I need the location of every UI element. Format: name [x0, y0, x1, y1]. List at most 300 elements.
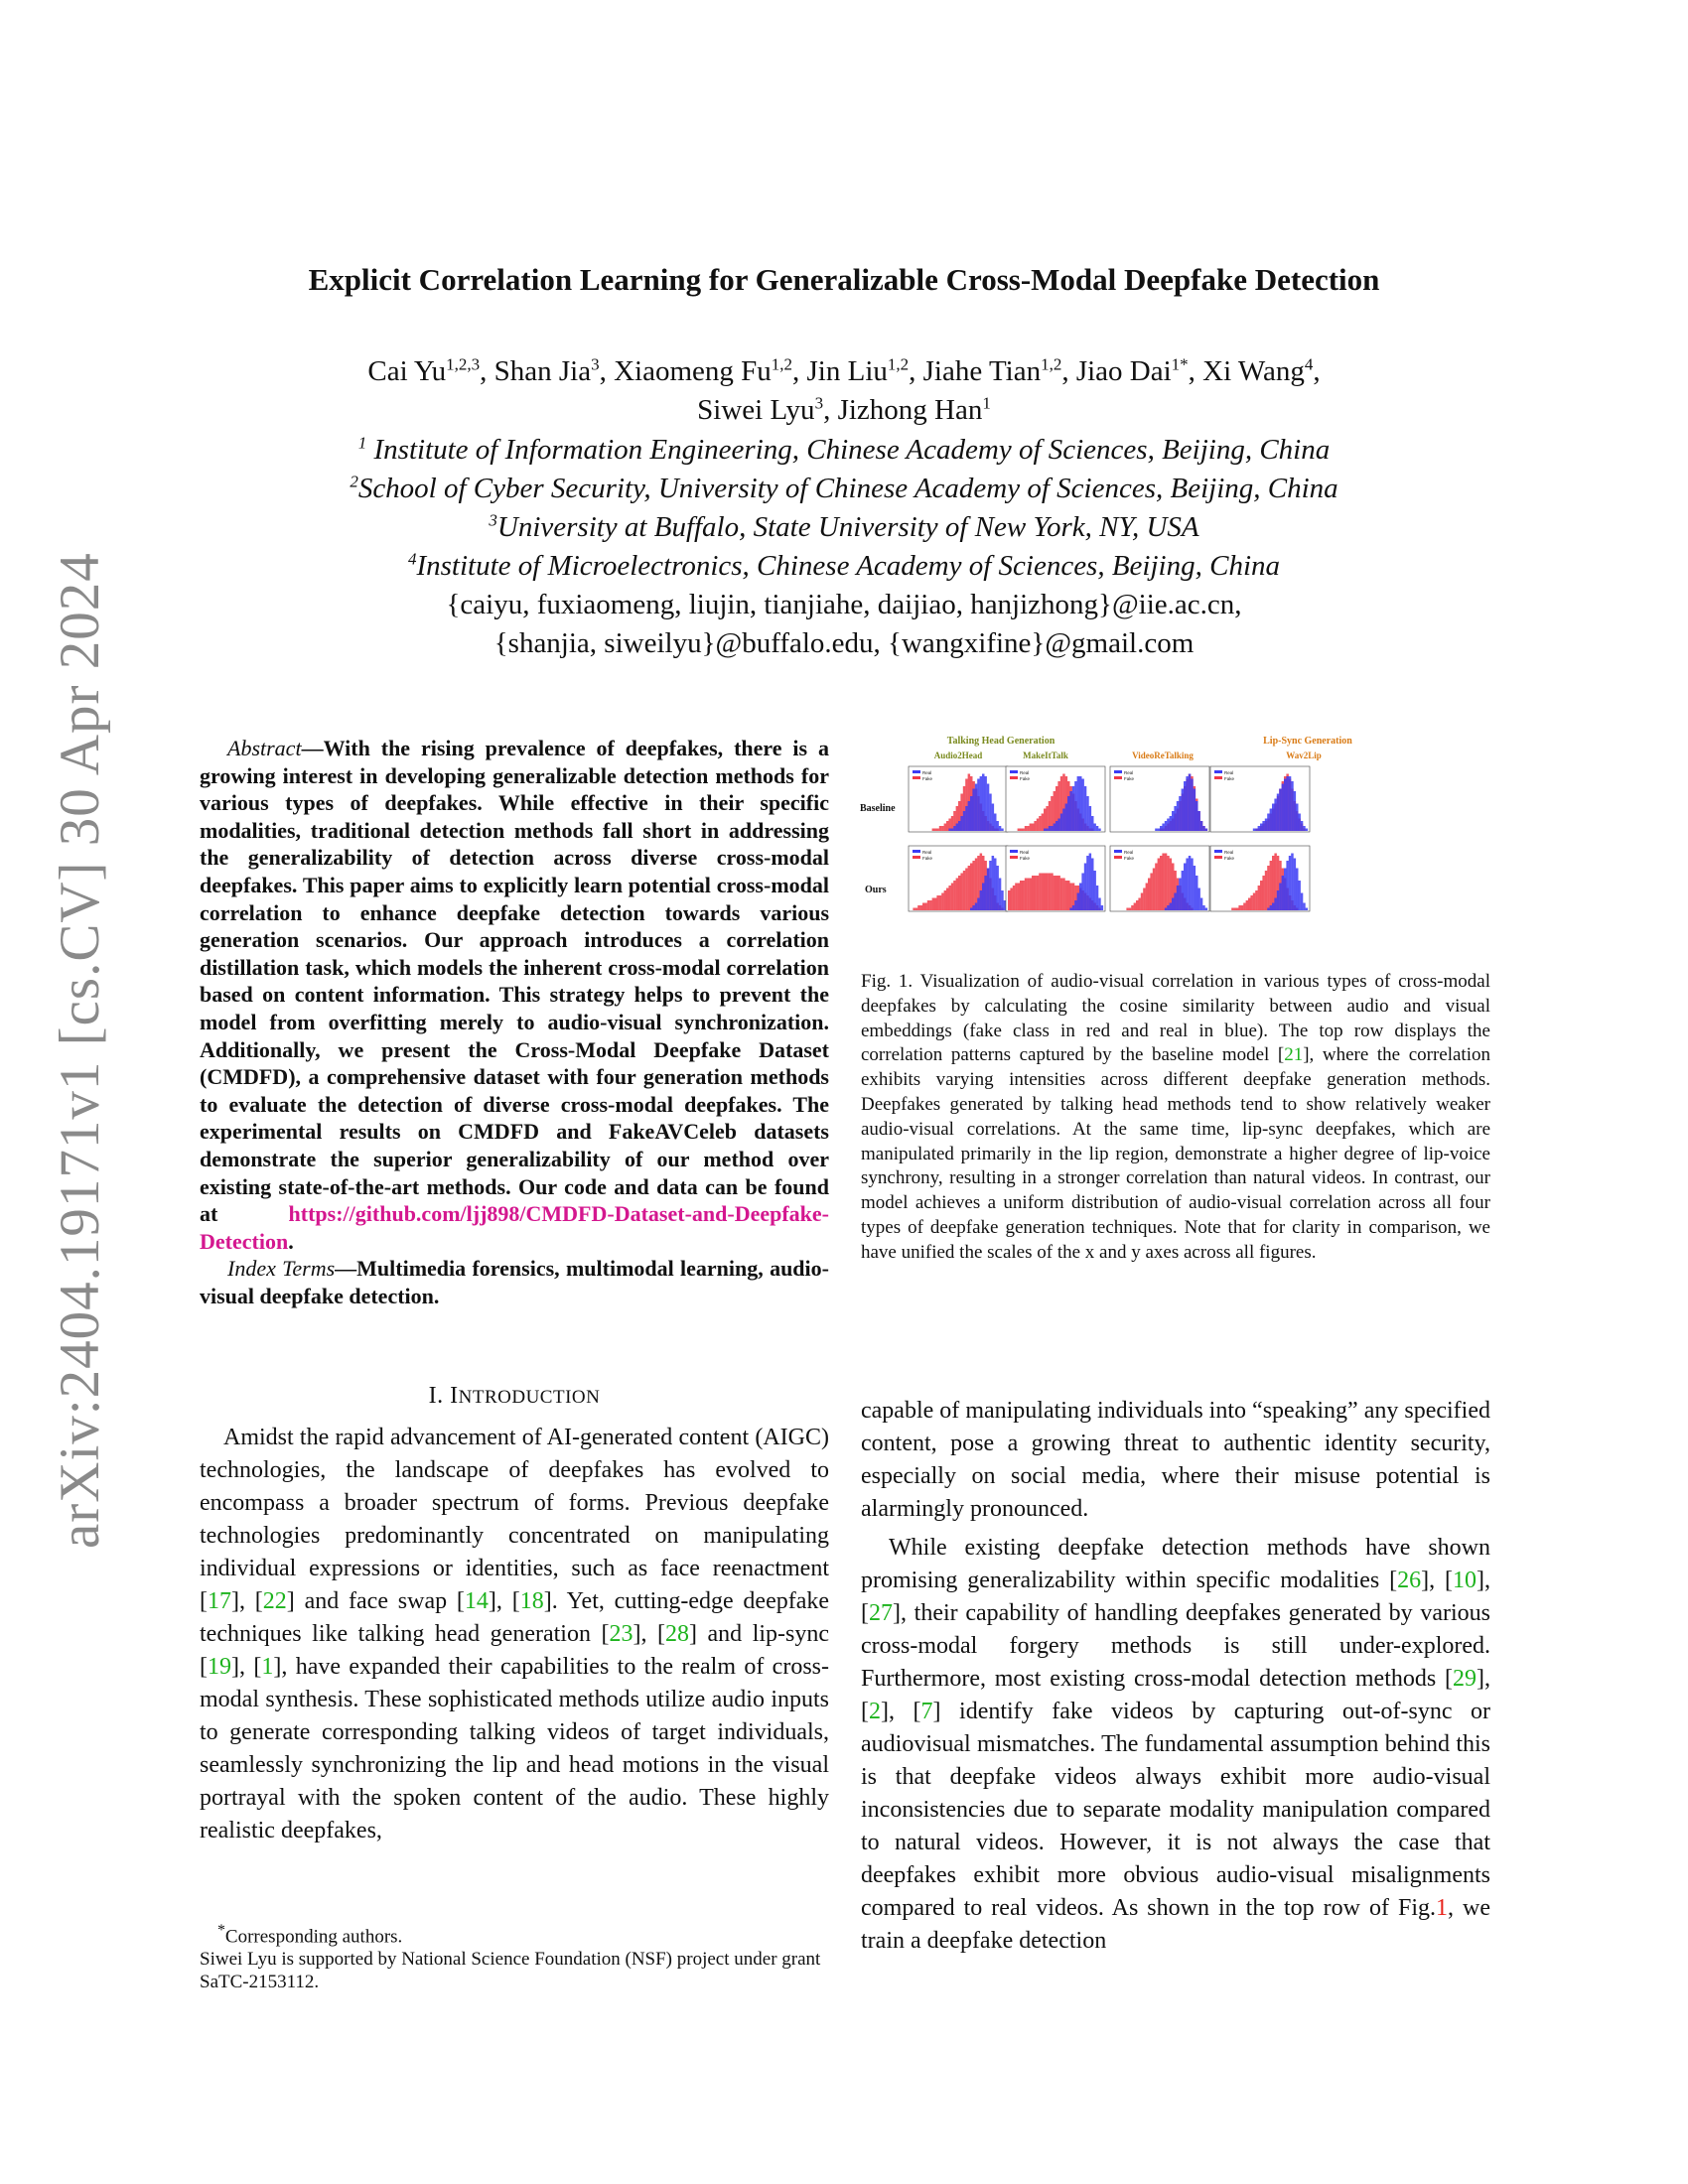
real-bar — [1286, 776, 1289, 831]
fake-bar — [1037, 819, 1040, 832]
fake-bar — [1236, 908, 1239, 911]
affiliation-3: $^3$University at Buffalo, State University of New York, NY, USA — [489, 510, 1199, 543]
real-bar — [1093, 824, 1096, 832]
citation[interactable]: 2 — [869, 1699, 881, 1724]
real-bar — [1072, 786, 1075, 831]
real-bar — [1167, 819, 1170, 832]
real-bar — [1184, 864, 1187, 911]
fake-bar — [1129, 908, 1132, 911]
author-line-1: Cai Yu$^{1,2,3}$, Shan Jia$^3$, Xiaomeng Fu$^{1,2}$, Jin Liu$^{1,2}$, Jiahe Tian$^{1,2}$, Jiao Dai$^{1*}$, Xi Wang$^4$, — [367, 354, 1321, 387]
real-bar — [1054, 824, 1056, 832]
real-bar — [1174, 893, 1177, 911]
real-bar — [1270, 905, 1273, 910]
fake-bar — [1136, 900, 1139, 910]
figure-1 — [859, 731, 1494, 949]
citation[interactable]: 7 — [920, 1699, 933, 1724]
intro-paragraph-1-cont: capable of manipulating individuals into “speaking” any specified content, pose a growing threat to authentic identity security, especially on social media, where their misuse potential is alarmingly pronounced. — [861, 1398, 1490, 1522]
fake-bar — [1020, 881, 1023, 910]
real-bar — [982, 774, 985, 832]
real-bar — [1267, 814, 1270, 832]
legend-label: Real — [1020, 850, 1030, 855]
fake-bar — [920, 905, 923, 910]
fake-bar — [1143, 888, 1146, 911]
real-bar — [1270, 809, 1273, 832]
fake-bar — [1148, 879, 1151, 911]
real-bar — [953, 826, 956, 831]
fake-bar — [972, 861, 975, 910]
citation[interactable]: 22 — [262, 1588, 287, 1614]
fake-bar — [1248, 898, 1251, 911]
real-bar — [1067, 796, 1070, 831]
author-name: Shan Jia — [493, 355, 592, 387]
fake-bar — [934, 829, 937, 832]
citation[interactable]: 1 — [261, 1654, 274, 1680]
author-line-2: Siwei Lyu$^3$, Jizhong Han$^1$ — [697, 393, 991, 426]
fake-bar — [932, 898, 935, 911]
real-bar — [999, 826, 1002, 831]
legend-label: Real — [1224, 770, 1234, 775]
real-bar — [972, 789, 975, 832]
real-bar — [1093, 871, 1096, 910]
real-bar — [1279, 884, 1282, 911]
real-bar — [1162, 824, 1165, 832]
real-bar — [1197, 811, 1200, 831]
real-bar — [1155, 829, 1158, 832]
legend-label: Real — [1124, 770, 1134, 775]
real-bar — [1177, 801, 1180, 831]
real-bar — [1194, 789, 1196, 832]
real-bar — [1060, 814, 1063, 832]
fake-bar — [1155, 864, 1158, 911]
real-bar — [1303, 826, 1306, 831]
legend-swatch — [1214, 770, 1222, 773]
real-bar — [1301, 893, 1304, 911]
real-bar — [975, 784, 978, 832]
fake-bar — [936, 895, 939, 910]
real-bar — [1079, 884, 1082, 911]
legend-swatch — [1010, 856, 1018, 859]
affiliation-4: $^4$Institute of Microelectronics, Chinese Academy of Sciences, Beijing, China — [407, 549, 1281, 582]
real-bar — [1296, 869, 1299, 911]
real-bar — [1272, 804, 1275, 832]
real-bar — [1191, 859, 1194, 911]
author-affiliation-mark: 1,2 — [771, 354, 793, 374]
real-bar — [1069, 908, 1072, 911]
index-terms-text: —Multimedia forensics, multimodal learning, audio-visual deepfake detection. — [200, 1256, 829, 1308]
real-bar — [984, 776, 987, 831]
fake-bar — [1051, 796, 1054, 831]
legend-label: Fake — [922, 776, 933, 781]
real-bar — [1089, 806, 1092, 831]
real-bar — [1158, 829, 1161, 832]
fake-bar — [1049, 874, 1052, 911]
real-bar — [1306, 908, 1309, 911]
real-bar — [1179, 796, 1182, 831]
real-bar — [1186, 859, 1189, 911]
real-bar — [1182, 789, 1185, 832]
real-bar — [1077, 893, 1080, 911]
real-bar — [1306, 829, 1309, 832]
citation[interactable]: 26 — [1397, 1568, 1422, 1593]
real-bar — [996, 866, 999, 910]
real-bar — [1174, 806, 1177, 831]
real-bar — [1191, 779, 1194, 832]
fake-bar — [1167, 856, 1170, 910]
real-bar — [1160, 826, 1163, 831]
real-bar — [1291, 854, 1294, 911]
author-name: Jizhong Han — [837, 394, 983, 426]
caption-label: Fig. 1. — [861, 971, 914, 992]
fake-bar — [1037, 876, 1040, 910]
legend-swatch — [1010, 770, 1018, 773]
real-bar — [1055, 821, 1058, 831]
real-bar — [1001, 829, 1004, 832]
real-bar — [951, 829, 954, 832]
legend-label: Real — [922, 770, 932, 775]
real-bar — [1044, 829, 1047, 832]
fake-bar — [1042, 874, 1045, 911]
footnotes — [200, 1919, 829, 1993]
legend-label: Fake — [1224, 856, 1235, 861]
legend-label: Real — [1020, 770, 1030, 775]
footnote-funding: Siwei Lyu is supported by National Science Foundation (NSF) project under grant SaTC-2153112. — [200, 1949, 821, 1993]
real-bar — [1096, 886, 1099, 910]
fake-bar — [1057, 876, 1060, 910]
fake-bar — [946, 888, 949, 911]
fake-bar — [956, 879, 959, 911]
fake-bar — [1030, 879, 1033, 911]
fake-bar — [958, 876, 961, 910]
real-bar — [1289, 776, 1292, 831]
fake-bar — [1134, 903, 1137, 911]
real-bar — [1069, 791, 1072, 831]
intro-right-column — [861, 1395, 1490, 1958]
real-bar — [1001, 890, 1004, 910]
real-bar — [972, 905, 975, 910]
real-bar — [1098, 829, 1101, 832]
group-title-lip-sync: Lip-Sync Generation — [1263, 736, 1352, 747]
real-bar — [1294, 791, 1297, 831]
intro-paragraph-1: Amidst the rapid advancement of AI-generated content (AIGC) technologies, the landscape of deepfakes has evolved to encompass a broader spectrum of forms. Previous deepfake technologies predominantly concentrated on manipulating individual expressions or identities, such as face reenactment [17], [22] and face swap [14], [18]. Yet, cutting-edge deepfake techniques like talking head generation [23], [28] and lip-sync [19], [1], have expanded their capabilities to the realm of cross-modal synthesis. These sophisticated methods utilize audio inputs to generate corresponding talking videos of target individuals, seamlessly synchronizing the lip and head motions in the visual portrayal with the spoken content of the audio. These highly realistic deepfakes, — [200, 1425, 830, 1843]
citation[interactable]: 29 — [1453, 1666, 1477, 1692]
real-bar — [1101, 905, 1104, 910]
legend-swatch — [1214, 856, 1222, 859]
panel-title: Wav2Lip — [1286, 751, 1322, 760]
email-line-2: {shanjia, siweilyu}@buffalo.edu, {wangxifine}@gmail.com — [493, 627, 1195, 659]
real-bar — [1177, 886, 1180, 910]
legend-label: Fake — [1020, 776, 1031, 781]
email-line-1: {caiyu, fuxiaomeng, liujin, tianjiahe, daijiao, hanjizhong}@iie.ac.cn, — [446, 589, 1242, 620]
author-name: Xiaomeng Fu — [614, 355, 772, 387]
fake-bar — [1165, 854, 1168, 911]
fake-bar — [1234, 908, 1237, 911]
real-bar — [1294, 859, 1297, 911]
real-bar — [977, 779, 980, 832]
real-bar — [1074, 781, 1077, 831]
real-bar — [1081, 779, 1084, 832]
real-bar — [1184, 781, 1187, 831]
fake-bar — [1015, 884, 1017, 911]
fake-bar — [915, 908, 918, 911]
fake-bar — [953, 881, 956, 910]
real-bar — [1057, 819, 1060, 832]
real-bar — [1086, 856, 1089, 910]
fake-bar — [939, 895, 942, 910]
real-bar — [1200, 821, 1203, 831]
fake-bar — [1034, 876, 1037, 910]
citation[interactable]: 27 — [869, 1600, 893, 1626]
fake-bar — [1032, 824, 1035, 832]
real-bar — [1202, 826, 1205, 831]
real-bar — [1086, 796, 1089, 831]
real-bar — [1091, 859, 1094, 911]
real-bar — [1084, 864, 1087, 911]
fake-bar — [1044, 874, 1047, 911]
real-bar — [1260, 824, 1263, 832]
fake-bar — [927, 900, 930, 910]
real-bar — [1303, 903, 1306, 911]
fake-bar — [936, 829, 939, 832]
section-heading-introduction: I. INTRODUCTION — [428, 1383, 601, 1409]
index-terms-label: Index Terms — [227, 1256, 336, 1282]
fake-bar — [951, 884, 954, 911]
real-bar — [1296, 804, 1299, 832]
real-bar — [1182, 871, 1185, 910]
real-bar — [1279, 789, 1282, 832]
fake-bar — [1051, 874, 1054, 911]
fake-bar — [1272, 856, 1275, 910]
legend-swatch — [1114, 856, 1122, 859]
real-bar — [1284, 779, 1287, 832]
real-bar — [963, 811, 966, 831]
author-name: Siwei Lyu — [697, 394, 815, 426]
legend-label: Fake — [1224, 776, 1235, 781]
real-bar — [1202, 905, 1205, 910]
fake-bar — [1265, 871, 1268, 910]
fake-bar — [913, 908, 915, 911]
fake-bar — [1055, 876, 1058, 910]
legend-label: Real — [922, 850, 932, 855]
paper-title: Explicit Correlation Learning for Generalizable Cross-Modal Deepfake Detection — [308, 262, 1380, 297]
real-bar — [1189, 774, 1192, 832]
real-bar — [960, 816, 963, 831]
affiliation-2: $^2$School of Cyber Security, University of Chinese Academy of Sciences, Beijing, China — [350, 472, 1338, 504]
fake-bar — [1039, 874, 1042, 911]
real-bar — [1089, 854, 1092, 911]
citation[interactable]: 19 — [208, 1654, 231, 1680]
real-bar — [1065, 804, 1068, 832]
fake-bar — [1034, 821, 1037, 831]
fake-bar — [1146, 884, 1149, 911]
citation[interactable]: 28 — [665, 1621, 689, 1647]
fake-bar — [1022, 829, 1025, 832]
author-affiliation-mark: 1,2 — [1041, 354, 1062, 374]
real-bar — [1298, 881, 1301, 910]
fake-bar — [1255, 890, 1258, 910]
real-bar — [1258, 826, 1261, 831]
real-bar — [992, 804, 995, 832]
abstract-label: Abstract — [227, 736, 302, 760]
figure-reference[interactable]: 1 — [1436, 1895, 1449, 1921]
real-bar — [1272, 903, 1275, 911]
citation[interactable]: 18 — [519, 1588, 544, 1614]
fake-bar — [929, 900, 932, 910]
panel-title: Audio2Head — [933, 751, 983, 760]
row-label-baseline: Baseline — [860, 803, 896, 814]
fake-bar — [1241, 905, 1244, 910]
fake-bar — [922, 903, 925, 911]
legend-label: Real — [1124, 850, 1134, 855]
fake-bar — [939, 826, 942, 831]
fake-bar — [1126, 908, 1129, 911]
fake-bar — [975, 859, 978, 911]
legend-label: Fake — [1124, 856, 1135, 861]
real-bar — [975, 903, 978, 911]
real-bar — [970, 796, 973, 831]
real-bar — [948, 829, 951, 832]
legend-label: Fake — [1020, 856, 1031, 861]
real-bar — [1196, 801, 1198, 831]
fake-bar — [1267, 866, 1270, 910]
legend-swatch — [1114, 850, 1122, 853]
citation[interactable]: 10 — [1453, 1568, 1477, 1593]
arxiv-watermark: arXiv:2404.19171v1 [cs.CV] 30 Apr 2024 — [49, 552, 111, 1549]
fake-bar — [1020, 829, 1023, 832]
real-bar — [1262, 821, 1265, 831]
fake-bar — [1065, 881, 1068, 910]
real-bar — [1205, 829, 1208, 832]
real-bar — [1096, 826, 1099, 831]
fake-bar — [970, 864, 973, 911]
real-bar — [1284, 869, 1287, 911]
real-bar — [1277, 890, 1280, 910]
fake-bar — [932, 829, 935, 832]
real-bar — [1051, 826, 1054, 831]
real-bar — [1286, 861, 1289, 910]
group-title-talking-head: Talking Head Generation — [946, 736, 1055, 747]
fake-bar — [1262, 876, 1265, 910]
fake-bar — [1260, 881, 1263, 910]
fake-bar — [1044, 809, 1047, 832]
real-bar — [1179, 879, 1182, 911]
citation[interactable]: 23 — [609, 1621, 633, 1647]
abstract-text: —With the rising prevalence of deepfakes, there is a growing interest in developing generalizable detection methods for various types of deepfakes. While effective in their specific modalities, traditional detection methods fall short in addressing the generalizability of detection across diverse cross-modal deepfakes. This paper aims to explicitly learn potential cross-modal correlation to enhance deepfake detection towards various generation scenarios. Our approach introduces a correlation distillation task, which models the inherent cross-modal correlation based on content information. This strategy helps to prevent the model from overfitting merely to audio-visual synchronization. Additionally, we present the Cross-Modal Deepfake Dataset (CMDFD), a comprehensive dataset with four generation methods to evaluate the detection of diverse cross-modal deepfakes. The experimental results on CMDFD and FakeAVCeleb datasets demonstrate the superior generalizability of our method over existing state-of-the-art methods. Our code and data can be found at — [200, 736, 829, 1227]
real-bar — [1274, 799, 1277, 832]
fake-bar — [1158, 859, 1161, 911]
real-bar — [970, 908, 973, 911]
code-link[interactable]: https://github.com/ljj898/CMDFD-Dataset-and-Deepfake-Detection — [200, 1201, 829, 1254]
fake-bar — [963, 871, 966, 910]
author-name: Jiao Dai — [1075, 355, 1172, 387]
affiliation-1: $^1$ Institute of Information Engineering, Chinese Academy of Sciences, Beijing, China — [357, 433, 1331, 466]
real-bar — [958, 821, 961, 831]
fake-bar — [946, 821, 949, 831]
fake-bar — [1013, 886, 1016, 910]
real-bar — [1197, 888, 1200, 911]
real-bar — [989, 794, 992, 832]
fake-bar — [968, 866, 971, 910]
citation[interactable]: 21 — [1284, 1044, 1304, 1066]
fake-bar — [1042, 814, 1045, 832]
real-bar — [1172, 811, 1175, 831]
real-bar — [992, 856, 995, 910]
real-bar — [1084, 786, 1087, 831]
panel-title: MakeItTalk — [1023, 751, 1068, 760]
fake-bar — [1022, 881, 1025, 910]
fake-bar — [948, 886, 951, 910]
fake-bar — [1250, 895, 1253, 910]
fake-bar — [960, 874, 963, 911]
legend-swatch — [1114, 770, 1122, 773]
citation[interactable]: 14 — [464, 1588, 489, 1614]
real-bar — [1282, 876, 1285, 910]
real-bar — [1091, 816, 1094, 831]
real-bar — [1167, 905, 1170, 910]
legend-swatch — [1214, 850, 1222, 853]
author-name: Cai Yu — [367, 355, 447, 387]
real-bar — [1277, 794, 1280, 832]
real-bar — [1172, 898, 1175, 911]
fake-bar — [1060, 879, 1063, 911]
fake-bar — [1138, 898, 1141, 911]
fake-bar — [1246, 900, 1249, 910]
fake-bar — [1046, 806, 1049, 831]
author-affiliation-mark: 3 — [591, 354, 600, 374]
legend-swatch — [913, 856, 920, 859]
real-bar — [984, 876, 987, 910]
fake-bar — [1008, 890, 1011, 910]
real-bar — [994, 859, 997, 911]
fake-bar — [1030, 824, 1033, 832]
fake-bar — [1062, 879, 1065, 911]
legend-swatch — [913, 776, 920, 779]
fake-bar — [965, 869, 968, 911]
fake-bar — [941, 826, 944, 831]
real-bar — [1170, 903, 1173, 911]
real-bar — [1301, 821, 1304, 831]
real-bar — [994, 814, 997, 832]
row-label-ours: Ours — [865, 885, 887, 895]
fake-bar — [1153, 869, 1156, 911]
author-affiliation-mark: 1 — [982, 393, 991, 413]
author-affiliation-mark: 1,2 — [887, 354, 910, 374]
real-bar — [1265, 819, 1268, 832]
fake-bar — [1258, 886, 1261, 910]
fake-bar — [1039, 816, 1042, 831]
fake-bar — [944, 890, 947, 910]
fake-bar — [1160, 856, 1163, 910]
legend-label: Fake — [922, 856, 933, 861]
fake-bar — [1046, 874, 1049, 911]
fake-bar — [924, 903, 927, 911]
real-bar — [999, 879, 1002, 911]
legend-swatch — [913, 850, 920, 853]
real-bar — [1200, 898, 1203, 911]
legend-swatch — [1010, 850, 1018, 853]
author-affiliation-mark: 3 — [814, 393, 824, 413]
real-bar — [956, 824, 959, 832]
real-bar — [1165, 821, 1168, 831]
fake-bar — [1238, 905, 1241, 910]
fake-bar — [941, 893, 944, 911]
real-bar — [1196, 876, 1198, 910]
citation[interactable]: 17 — [208, 1588, 231, 1614]
real-bar — [1291, 781, 1294, 831]
real-bar — [1298, 814, 1301, 832]
fake-bar — [1018, 884, 1021, 911]
fake-bar — [1018, 829, 1021, 832]
real-bar — [1170, 816, 1173, 831]
